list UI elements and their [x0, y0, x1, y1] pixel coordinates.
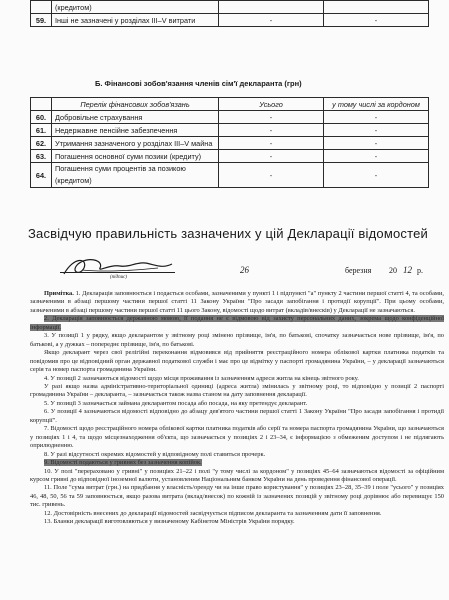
signature-caption: (підпис)	[110, 275, 127, 280]
note-paragraph	[30, 459, 444, 467]
row-label: (кредитом)	[52, 1, 219, 14]
table-row	[31, 111, 429, 124]
table-header-row	[31, 98, 429, 111]
row-number: 62.	[31, 137, 52, 150]
signature-line	[60, 272, 175, 273]
row-abroad	[324, 1, 429, 14]
date-day: 26	[240, 265, 249, 275]
note-paragraph: У разі якщо назва адміністративно-територіальної одиниці (адреса житла) змінилась у звітному році, то відповідно у позиції 2 паспорті громадянина України – декларанта, – зазначається також назва станом на дату заповнення декларації.	[30, 382, 444, 399]
row-number: 61.	[31, 124, 52, 137]
date-year-suffix: 12	[403, 265, 412, 275]
date-year-prefix: 20	[389, 266, 397, 275]
expenses-table-tail	[30, 0, 429, 27]
table-row	[31, 150, 429, 163]
note-paragraph: 8. У разі відсутності окремих відомостей у відповідному полі ставиться прочерк.	[44, 450, 266, 458]
header-abroad: у тому числі за кордоном	[324, 98, 429, 111]
row-label: Недержавне пенсійне забезпечення	[52, 124, 219, 137]
date-year-word: р.	[417, 266, 423, 275]
declaration-heading: Засвідчую правильність зазначених у цій Декларації відомостей	[28, 226, 429, 241]
table-row	[31, 14, 429, 27]
note-paragraph: 7. Відомості щодо реєстраційного номера облікової картки платника податків або серії та номера паспорта громадянина України, що зазначаються у позиціях 1 і 4, та щодо місцезнаходження об'єкта, що зазначається у позиціях 2 і 23–34, є інформацією з обмеженим доступом і не підлягають оприлюдненню.	[30, 425, 444, 450]
row-total: -	[219, 14, 324, 27]
header-list: Перелік фінансових зобов'язань	[52, 98, 219, 111]
notes-title: Примітка.	[44, 290, 74, 297]
row-total: -	[219, 163, 324, 188]
note-text-redacted: 2. Декларація заповнюється державною мовою, її подання не є відмовою від захисту персональних даних, зокрема щодо конфіденційної інформації.	[30, 315, 444, 331]
row-label: Утримання зазначеного у розділах III–V майна	[52, 137, 219, 150]
section-b-title: Б. Фінансові зобов'язання членів сім'ї декларанта (грн)	[95, 79, 302, 88]
note-paragraph: 5. У позиції 3 зазначається займана декларантом посада або посада, на яку претендує декларант.	[44, 399, 308, 407]
header-total: Усього	[219, 98, 324, 111]
note-paragraph: 6. У позиції 4 зазначаються відомості відповідно до абзацу дев'ятого частини першої статті 1 Закону України "Про засади запобігання і протидії корупції".	[30, 408, 444, 424]
note-paragraph	[30, 290, 444, 315]
row-label-line1: Погашення суми процентів за позикою	[55, 164, 186, 173]
note-paragraph: 12. Достовірність внесених до декларації відомостей засвідчується підписом декларанта та зазначенням дати її заповнення.	[44, 509, 382, 517]
row-number: 64.	[31, 163, 52, 188]
row-label	[52, 163, 219, 188]
table-row	[31, 124, 429, 137]
date-month: березня	[345, 266, 372, 275]
row-total: -	[219, 137, 324, 150]
note-paragraph	[30, 315, 444, 332]
note-paragraph: 3. У позиції 1 у рядку, якщо декларантом у звітному році змінено прізвище, ім'я, по батькові, спочатку зазначається нове прізвище, ім'я, по батькові, а у дужках – попереднє прізвище, ім'я, по батькові.	[30, 332, 444, 348]
note-paragraph: 13. Бланки декларації виготовляються у визначеному Кабінетом Міністрів України порядку.	[44, 518, 295, 526]
note-paragraph: 4. У позиції 2 зазначаються відомості щодо місця проживання із зазначенням адреси житла на кінець звітного року.	[44, 374, 359, 382]
table-row	[31, 137, 429, 150]
notes-section	[30, 290, 444, 527]
note-text: 1. Декларація заповнюється і подається особами, зазначеними у пункті 1 і підпункті "а" пункту 2 частини першої статті 4, та особами, зазначеними в абзаці першому частини першої статті 11 Закону України "Про засади запобігання і протидії корупції". При цьому особами, зазначеними в абзаці першому частини першої статті 11 цього Закону, відомості щодо витрат (вкладів/внесків) у Декларації не зазначаються.	[30, 290, 444, 314]
table-row	[31, 163, 429, 188]
financial-obligations-table	[30, 97, 429, 188]
row-total	[219, 1, 324, 14]
row-label-line2: (кредитом)	[55, 176, 92, 185]
note-text-redacted: 9. Відомості подаються у гривнях без зазначення копійок.	[44, 459, 202, 467]
row-number: 59.	[31, 14, 52, 27]
row-number: 60.	[31, 111, 52, 124]
row-total: -	[219, 150, 324, 163]
row-abroad: -	[324, 163, 429, 188]
table-row	[31, 1, 429, 14]
signature-date-row	[0, 258, 449, 286]
row-number	[31, 1, 52, 14]
row-total: -	[219, 124, 324, 137]
note-paragraph: 10. У полі "перераховано у гривні" у позиціях 21–22 і полі "у тому числі за кордоном" у позиціях 45–64 зазначаються відомості за офіційним курсом гривні до відповідної іноземної валюти, установленим Національним банком України на день проведення фінансової операції.	[30, 467, 444, 483]
row-abroad: -	[324, 14, 429, 27]
header-number-cell	[31, 98, 52, 111]
note-paragraph: 11. Поле "сума витрат (грн.) на придбання у власність/оренду чи на інше право користування" у позиціях 23–28, 35–39 і поле "усього" у позиціях 46, 48, 50, 56 та 59 заповнюється, якщо разова витрата (вклад/внесок) по кожній із зазначених позицій у звітному році дорівнює або перевищує 150 тис. гривень.	[30, 484, 444, 509]
note-paragraph: Якщо декларант через свої релігійні переконання відмовився від прийняття реєстраційного номера облікової картки платника податків та повідомив про це відповідний орган державної податкової служби і має про це відмітку у паспорті громадянина України, – у декларації зазначаються серія та номер паспорта громадянина України.	[30, 349, 444, 374]
row-total: -	[219, 111, 324, 124]
row-label: Погашення основної суми позики (кредиту)	[52, 150, 219, 163]
row-number: 63.	[31, 150, 52, 163]
row-abroad: -	[324, 124, 429, 137]
row-abroad: -	[324, 137, 429, 150]
row-abroad: -	[324, 111, 429, 124]
row-abroad: -	[324, 150, 429, 163]
row-label: Добровільне страхування	[52, 111, 219, 124]
row-label: Інші не зазначені у розділах III–V витрати	[52, 14, 219, 27]
